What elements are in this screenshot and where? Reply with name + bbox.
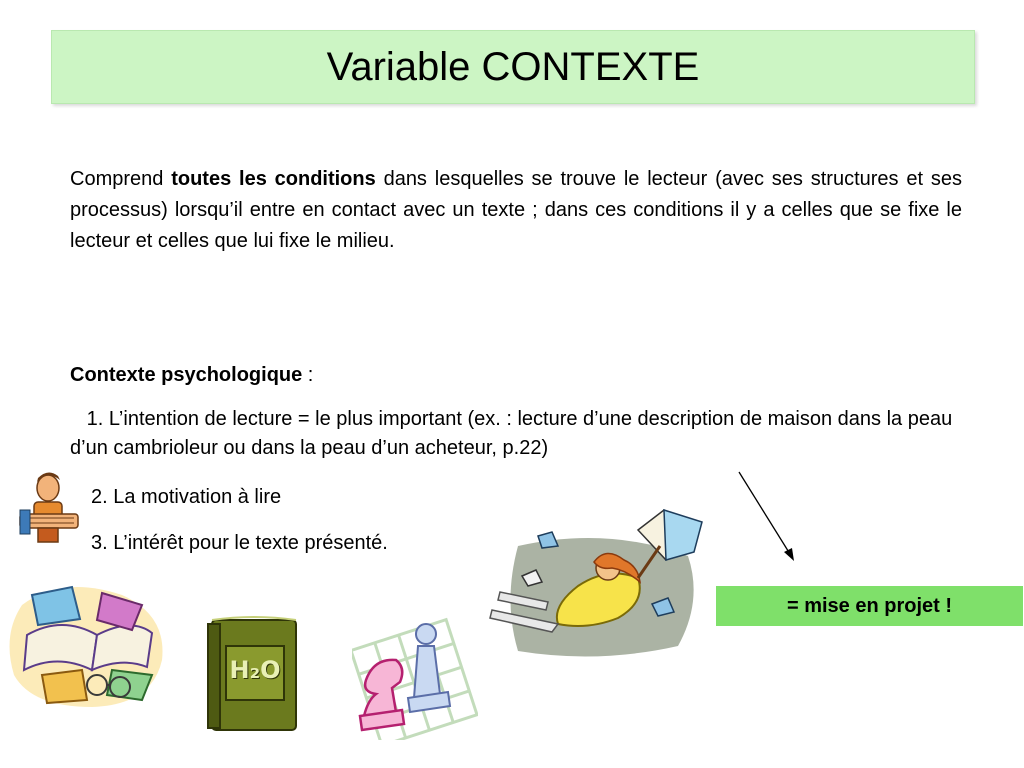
intro-bold-phrase: toutes les conditions [171,168,376,190]
flying-books-icon [2,575,174,713]
h2o-book-label: H₂O [229,656,281,684]
title-box [51,30,975,104]
chess-pieces-icon [352,612,478,740]
context-heading [70,361,313,389]
intro-paragraph [70,164,962,257]
context-heading-colon: : [302,364,314,386]
list-item-intention [70,405,962,463]
h2o-book [206,614,300,734]
list-item-interest: 3. L’intérêt pour le texte présenté. [91,532,388,554]
arrow-icon [730,468,810,568]
list-item-intention-text: 1. L’intention de lecture = le plus important (ex. : lecture d’une description de maison dans la peau d’un cambrioleur ou dans la peau d’un acheteur, p.22) [70,408,953,459]
flying-girl-reading-icon [488,506,714,664]
intro-text-start: Comprend [70,168,172,190]
slide-title: Variable CONTEXTE [326,44,700,89]
result-box: = mise en projet ! [716,586,1023,626]
reader-figure-icon [18,470,82,548]
intro-text-end: dans lesquelles se trouve le lecteur (avec ses structures et ses processus) lorsqu’il entre en contact avec un texte ; dans ces conditions il y a celles que se fixe le lecteur et celles que lui fixe le milieu. [70,168,962,252]
list-item-motivation: 2. La motivation à lire [91,486,282,508]
context-heading-label: Contexte psychologique [70,364,303,386]
